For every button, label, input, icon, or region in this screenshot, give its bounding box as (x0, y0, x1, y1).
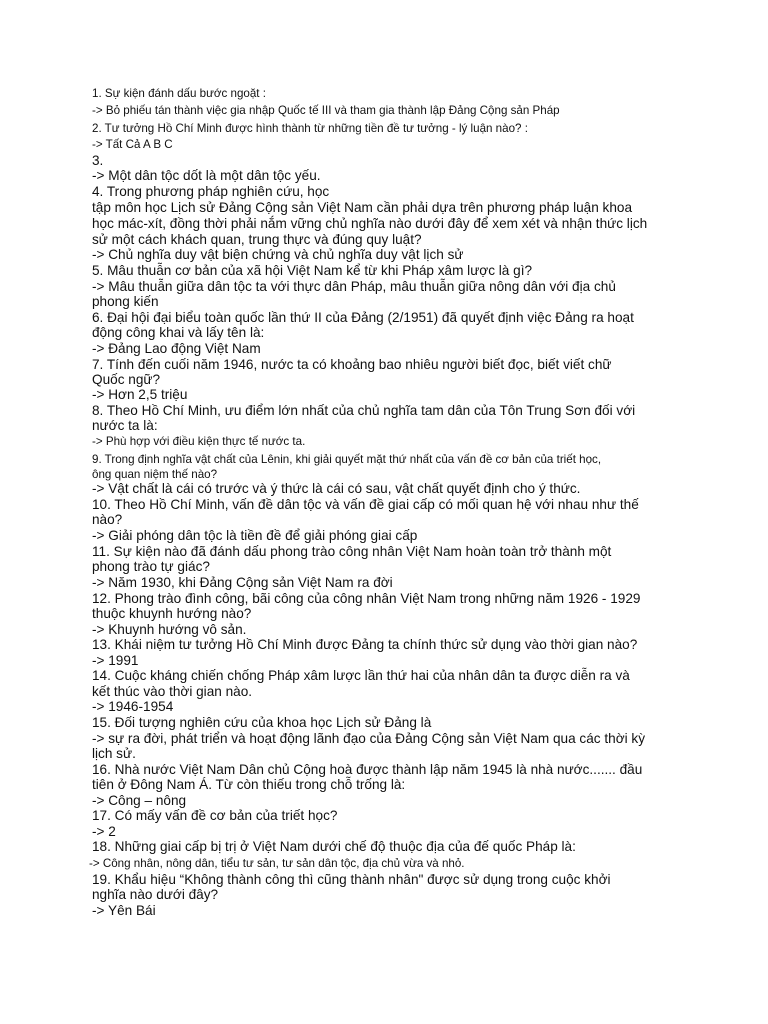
question-14: 14. Cuộc kháng chiến chống Pháp xâm lược lần thứ hai của nhân dân ta được diễn ra và (92, 668, 630, 683)
question-10-line: nào? (92, 512, 123, 527)
question-18: 18. Những giai cấp bị trị ở Việt Nam dưới chế độ thuộc địa của đế quốc Pháp là: (92, 839, 576, 854)
answer-9: -> Vật chất là cái có trước và ý thức là cái có sau, vật chất quyết định cho ý thức. (92, 481, 581, 496)
answer-19: -> Yên Bái (92, 903, 156, 918)
answer-2: -> Tất Cả A B C (92, 138, 173, 151)
question-4-line: sử một cách khách quan, trung thực và đúng quy luật? (92, 232, 422, 247)
question-7-line: Quốc ngữ? (92, 372, 161, 387)
question-11-line: phong trào tự giác? (92, 559, 210, 574)
question-11: 11. Sự kiện nào đã đánh dấu phong trào công nhân Việt Nam hoàn toàn trở thành một (92, 544, 612, 559)
question-10: 10. Theo Hồ Chí Minh, vấn đề dân tộc và vấn đề giai cấp có mối quan hệ với nhau như thế (92, 497, 639, 512)
answer-10: -> Giải phóng dân tộc là tiền đề để giải phóng giai cấp (92, 528, 418, 543)
question-15: 15. Đối tượng nghiên cứu của khoa học Lịch sử Đảng là (92, 715, 432, 730)
answer-14: -> 1946-1954 (92, 699, 174, 714)
question-14-line: kết thúc vào thời gian nào. (92, 684, 253, 699)
question-16: 16. Nhà nước Việt Nam Dân chủ Cộng hoà được thành lập năm 1945 là nhà nước....... đầu (92, 762, 643, 777)
question-6-line: động công khai và lấy tên là: (92, 325, 265, 340)
answer-7: -> Hơn 2,5 triệu (92, 387, 188, 402)
question-4-line: học mác-xít, đồng thời phải nắm vững chủ nghĩa nào dưới đây để xem xét và nhận thức lịch (92, 216, 648, 231)
answer-5: -> Mâu thuẫn giữa dân tộc ta với thực dân Pháp, mâu thuẫn giữa nông dân với địa chủ (92, 279, 616, 294)
answer-8: -> Phù hợp với điều kiện thực tế nước ta. (92, 435, 306, 448)
question-9-line: ông quan niệm thế nào? (92, 468, 218, 481)
answer-5-line: phong kiến (92, 294, 159, 309)
answer-3: -> Một dân tộc dốt là một dân tộc yếu. (92, 168, 321, 183)
question-4-line: tập môn học Lịch sử Đảng Cộng sản Việt Nam cần phải dựa trên phương pháp luận khoa (92, 200, 633, 215)
answer-17: -> 2 (92, 824, 116, 839)
question-8-line: nước ta là: (92, 418, 158, 433)
question-16-line: tiên ở Đông Nam Á. Từ còn thiếu trong chỗ trống là: (92, 777, 406, 792)
question-19: 19. Khẩu hiệu “Không thành công thì cũng thành nhân" được sử dụng trong cuộc khởi (92, 872, 611, 887)
question-4: 4. Trong phương pháp nghiên cứu, học (92, 184, 330, 199)
answer-15-line: lịch sử. (92, 746, 136, 761)
question-6: 6. Đại hội đại biểu toàn quốc lần thứ II của Đảng (2/1951) đã quyết định việc Đảng ra hoạt (92, 310, 634, 325)
question-13: 13. Khái niệm tư tưởng Hồ Chí Minh được Đảng ta chính thức sử dụng vào thời gian nào? (92, 637, 638, 652)
answer-4: -> Chủ nghĩa duy vật biện chứng và chủ nghĩa duy vật lịch sử (92, 247, 464, 262)
question-12-line: thuộc khuynh hướng nào? (92, 606, 252, 621)
answer-1: -> Bỏ phiếu tán thành việc gia nhập Quốc tế III và tham gia thành lập Đảng Cộng sản Pháp (92, 104, 560, 117)
question-8: 8. Theo Hồ Chí Minh, ưu điểm lớn nhất của chủ nghĩa tam dân của Tôn Trung Sơn đối với (92, 403, 636, 418)
answer-15: -> sự ra đời, phát triển và hoạt động lãnh đạo của Đảng Cộng sản Việt Nam qua các thời kỳ (92, 731, 646, 746)
answer-6: -> Đảng Lao động Việt Nam (92, 341, 261, 356)
question-17: 17. Có mấy vấn đề cơ bản của triết học? (92, 808, 338, 823)
answer-13: -> 1991 (92, 653, 139, 668)
question-1: 1. Sự kiện đánh dấu bước ngoặt : (92, 87, 266, 100)
question-12: 12. Phong trào đình công, bãi công của công nhân Việt Nam trong những năm 1926 - 1929 (92, 591, 641, 606)
question-19-line: nghĩa nào dưới đây? (92, 887, 219, 902)
question-2: 2. Tư tưởng Hồ Chí Minh được hình thành từ những tiền đề tư tưởng - lý luận nào? : (92, 122, 528, 135)
question-3: 3. (92, 153, 104, 168)
answer-16: -> Công – nông (92, 793, 187, 808)
answer-18: -> Công nhân, nông dân, tiểu tư sản, tư sản dân tộc, địa chủ vừa và nhỏ. (89, 857, 465, 870)
question-7: 7. Tính đến cuối năm 1946, nước ta có khoảng bao nhiêu người biết đọc, biết viết chữ (92, 357, 612, 372)
question-5: 5. Mâu thuẫn cơ bản của xã hội Việt Nam kể từ khi Pháp xâm lược là gì? (92, 263, 533, 278)
question-9: 9. Trong định nghĩa vật chất của Lênin, khi giải quyết mặt thứ nhất của vấn đề cơ bản của triết học, (92, 453, 602, 466)
answer-11: -> Năm 1930, khi Đảng Cộng sản Việt Nam ra đời (92, 575, 393, 590)
answer-12: -> Khuynh hướng vô sản. (92, 622, 247, 637)
